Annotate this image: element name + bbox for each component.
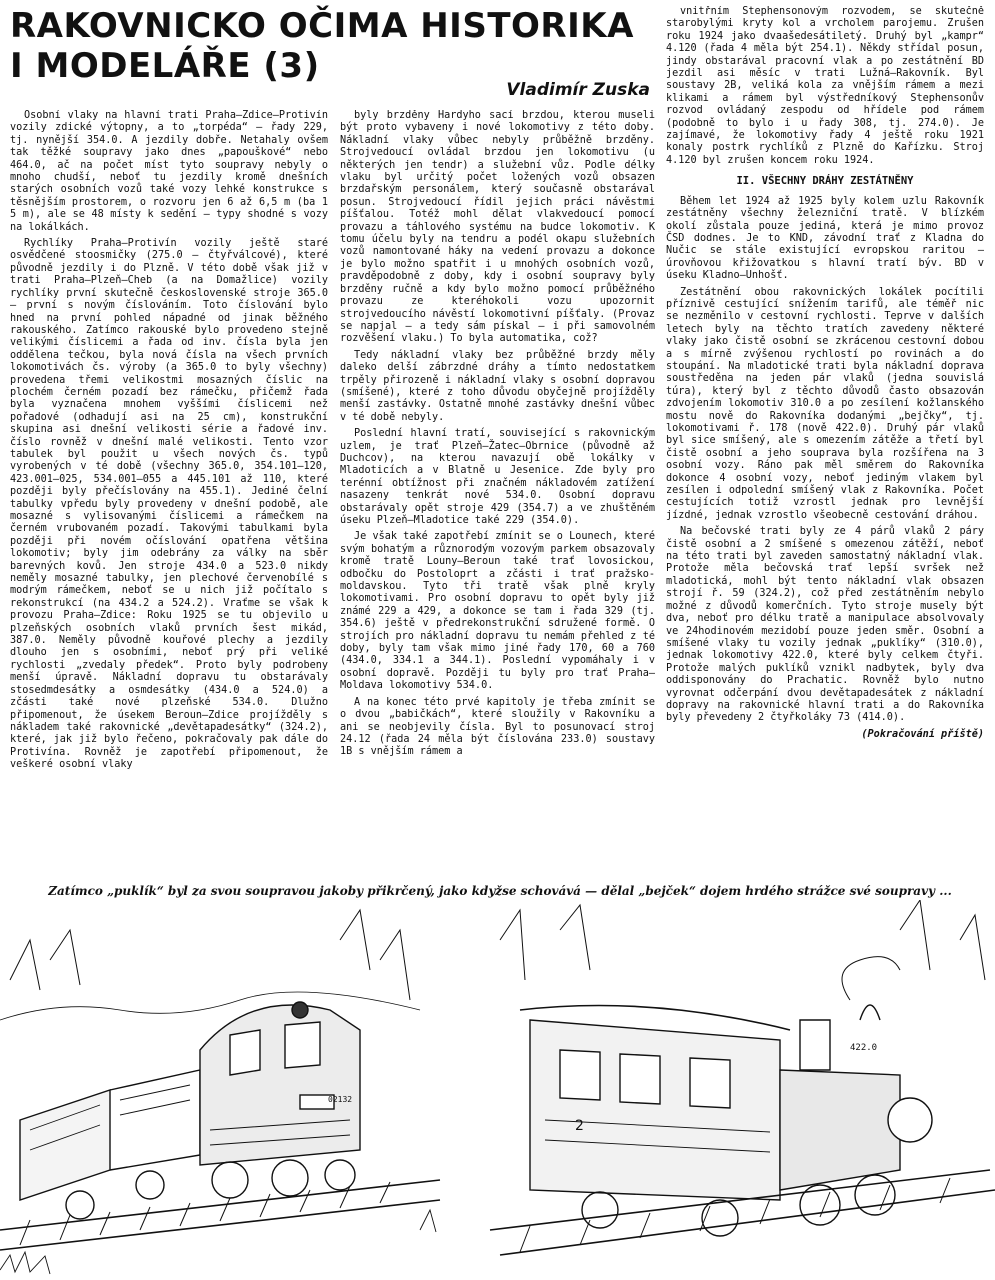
continued-note: (Pokračování příště) — [861, 728, 984, 740]
article-column-2 — [340, 110, 655, 862]
paragraph: A na konec této prvé kapitoly je třeba zmínit se o dvou „babičkách“, které sloužily v Rakovníku a ani se neobjevily čísla. Byl to posunovací stroj 24.12 (řada 24 měla být číslována 233.0) soustavy 1B s vnějším rámem a — [340, 696, 655, 758]
paragraph: byly brzděny Hardyho sací brzdou, kterou museli být proto vybaveny i nové lokomotivy z této doby. Nákladní vlaky vůbec nebyly průběžně brzděny. Strojvedoucí ovládal brzdou jen lokomotivu (u některých jen tendr) a služební vůz. Podle délky vlaku byl určitý počet ložených vozů obsazen brzdařským personálem, který současně obstarával posun. Strojvedoucí řídil jejich práci návěstmi píšťalou. Totéž mohl dělat vlakvedoucí pomocí provazu a táhlového systému na budce lokomotiv. K tomu účelu byly na tendru a podél okapu služebních vozů namontované háky na vedení provazu a dokonce je bylo možno spatřit i u mnohých osobních vozů, pravděpodobně z doby, kdy i osobní soupravy byly brzděny ručně a kdy bylo možno pomocí průběžného provazu ze kteréhokoli vozu upozornit strojvedoucího návěstí lokomotivní píšťaly. (Provaz se napjal — a tedy sám pískal — i při samovolném rozvěšení vlaku.) To byla automatika, což? — [340, 110, 655, 345]
paragraph: Je však také zapotřebí zmínit se o Lounech, které svým bohatým a různorodým vozovým parkem obsazovaly kromě tratě Louny—Beroun také trať lovosickou, odbočku do Postoloprt a zčásti i trať pražsko-moldavskou. Tyto tři tratě však plně kryly lokomotivami. Pro osobní dopravu to opět byly již známé 229 a 429, a dokonce se tam i řada 329 (tj. 354.6) ještě v předrekonstrukční sdružené formě. O strojích pro nákladní dopravu tu nemám přehled z té doby, byly tam však mimo jiné řady 170, 60 a 760 (434.0, 334.1 a 344.1). Poslední vypomáhaly i v osobní dopravě. Později tu byly pro trať Praha—Moldava lokomotivy 534.0. — [340, 531, 655, 692]
paragraph: Zestátnění obou rakovnických lokálek pocítili příznivě cestující snížením tarifů, ale téměř nic se nezměnilo v cestovní rychlosti. Teprve v dalších letech byly na těchto tratích zavedeny některé vlaky jako čistě osobní se zkrácenou cestovní dobou a s mírně zvýšenou rychlostí po rovinách a do stoupání. Na mladotické trati byla nákladní doprava soustředěna na jeden pár vlaků (jedna souvislá túra), který byl z těchto důvodů často obsazován zdvojením lokomotiv 310.0 a po zesílení kožlanského mostu nově do Rakovníka dodanými „bejčky“, tj. lokomotivami ř. 178 (nově 422.0). Druhý pár vlaků byl sice smíšený, ale s omezením zátěže a třetí byl čistě osobní a jeho souprava byla rozšířena na 3 osobní vozy. Ráno pak měl směrem do Rakovníka dokonce 4 osobní vozy, neboť jediným vlakem byl zesílen i odpolední smíšený vlak z Rakovníka. Počet cestujících totiž vzrostl jednak pro levnější jízdné, jednak vzrostlo všeobecně cestování dráhou. — [666, 286, 984, 521]
paragraph: Rychlíky Praha—Protivín vozily ještě staré osvědčené stoosmičky (275.0 — čtyřválcové), které původně jezdily i do Plzně. V této době však již v trati Praha—Plzeň—Cheb (a na Domažlice) vozily rychlíky první skutečně československé stroje 365.0 — první s novým číslováním. Toto číslování bylo hned na první pohled nápadné od jinak běžného rakouského. Zatímco rakouské bylo provedeno stejně velikými číslicemi a řada od inv. čísla byla jen oddělena tečkou, byla nová čísla na všech prvních lokomotivách čs. výroby (a 365.0 to byly všechny) provedena třemi velikostmi mosazných číslic na plochém černém pozadí bez rámečku, přičemž řada byla vyznačena mnohem vyššími číslicemi než pořadové (odhadují asi na 25 cm), konstrukční skupina asi dnešní velikosti série a řadové inv. číslo rovněž v dnešní malé velikosti. Tento vzor tabulek byl použit u všech nových čs. typů vyrobených v té době (všechny 365.0, 354.101—120, 423.001—025, 534.001—055 a 445.101 až 110, které později byly přečíslovány na 455.1). Jediné čelní tabulky vpředu byly provedeny v dnešní podobě, ale mosazné s vylisovanými číslicemi a rámečkem na černém vrubovaném pozadí. Takovými tabulkami byla později při novém očíslování opatřena většina lokomotiv; byly jim odebrány za války na sběr barevných kovů. Jen stroje 434.0 a 523.0 nikdy neměly mosazné tabulky, jen plechové červenobílé s modrým rámečkem, neboť se u nich již počítalo s rekonstrukcí (na 434.2 a 524.2). Vraťme se však k provozu Praha—Zdice: Roku 1925 se tu objevilo u plzeňských osobních vlaků prvních šest mikád, 387.0. Neměly původně kouřové plechy a jezdily dlouho jen s osobními, neboť prý při veliké rychlosti „zvedaly předek“. Proto byly podrobeny menší úpravě. Nákladní dopravu tu obstarávaly stosedmdesátky a osmdesátky (434.0 a 524.0) a zčásti také nové plzeňské 534.0. Dlužno připomenout, že úsekem Beroun—Zdice projížděly s nákladem také rakovnické „devětapadesátky“ (324.2), které, jak již bylo řečeno, pokračovaly pak dále do Protivína. Rovněž je zapotřebí připomenout, že veškeré osobní vlaky — [10, 238, 328, 771]
paragraph: Během let 1924 až 1925 byly kolem uzlu Rakovník zestátněny všechny železniční tratě. V blízkém okolí zůstala pouze jediná, která je mimo provoz ČSD dodnes. Je to KND, závodní trať z Kladna do Nučic se stále existující evropskou raritou — úrovňovou křižovatkou s hlavní tratí býv. BD v úseku Kladno—Unhošť. — [666, 195, 984, 282]
locomotive-number: 422.0 — [850, 1043, 878, 1053]
article-column-3 — [666, 6, 984, 862]
right-locomotive-sketch — [490, 900, 995, 1255]
article-author: Vladimír Zuska — [506, 80, 650, 100]
article-title: RAKOVNICKO OČIMA HISTORIKA I MODELÁŘE (3) — [10, 6, 634, 86]
paragraph: Osobní vlaky na hlavní trati Praha—Zdice—Protivín vozily zdické výtopny, a to „torpéda“ — řady 229, tj. nynější 354.0. A jezdily dobře. Netahaly ovšem tak těžké soupravy jako dnes „papouškové“ nebo 464.0, ač na počet míst tyto soupravy nebyly o mnoho chudší, neboť tu jezdily kromě dnešních starých osobních vozů také vozy lehké konstrukce s těsnějším prostorem, o rozvoru jen 6 až 6,5 m (ba 1 5 m), ale se 48 místy k sedění — typy shodné s vozy na lokálkách. — [10, 110, 328, 233]
paragraph: Na bečovské trati byly ze 4 párů vlaků 2 páry čistě osobní a 2 smíšené s omezenou zátěží, neboť na této trati byl zaveden samostatný nákladní vlak. Protože měla bečovská trať lepší svršek než mladotická, mohl být tento nákladní vlak obsazen strojí ř. 59 (324.2), což před zestátněním nebylo možné z důvodů komerčních. Tyto stroje musely být dva, neboť pro délku tratě a manipulace absolvovaly ve 24hodinovém mezidobí pouze jeden směr. Osobní a smíšené vlaky tu vozily jednak „puklíky“ (310.0), jednak lokomotivy 422.0, které byly celkem čtyři. Protože malých puklíků vznikl nadbytek, byly dva oddisponovány do Prachatic. Rovněž bylo nutno vyrovnat odčerpání dvou devětapadesátek z nákladní dopravy na rakovnické hlavní trati a do Rakovníka byly převedeny 2 čtyřkoláky 73 (414.0). — [666, 526, 984, 724]
illustration-caption: Zatímco „puklík“ byl za svou soupravou jakoby přikrčený, jako kdyžse schovává — dělal „bejček“ dojem hrdého strážce své soupravy ... — [48, 884, 952, 898]
paragraph: Poslední hlavní tratí, související s rakovnickým uzlem, je trať Plzeň—Žatec—Obrnice (původně až Duchcov), na kterou navazují obě lokálky v Mladoticích a v Blatně u Jesenice. Zde byly pro terénní obtížnost při značném nákladovém zatížení nasazeny tenkrát nové 534.0. Osobní dopravu obstarávaly opět stroje 429 (354.7) a ve zhuštěném úseku Plzeň—Mladotice také 229 (354.0). — [340, 428, 655, 526]
paragraph: Tedy nákladní vlaky bez průběžné brzdy měly daleko delší zábrzdné dráhy a tímto nedostatkem trpěly přirozeně i nákladní vlaky s osobní dopravou (smíšené), které z toho důvodu obyčejně projížděly menší zastávky. Ostatně mnohé zastávky dnešní vůbec v té době nebyly. — [340, 349, 655, 423]
section-heading: II. VŠECHNY DRÁHY ZESTÁTNĚNY — [736, 175, 914, 188]
train-illustration — [0, 900, 995, 1280]
paragraph: vnitřním Stephensonovým rozvodem, se skutečně starobylými kryty kol a vrcholem parojemu. Zrušen roku 1924 jako dvaašedesátiletý. Druhý byl „kampr“ 4.120 (řada 4 měla být 254.1). Někdy střídal posun, jindy obstarával pracovní vlak a po zestátnění BD jezdil asi měsíc v trati Lužná—Rakovník. Byl soustavy 2B, veliká kola za vnějším rámem a mezi klikami a rámem byl výstředníkový Stephensonův rozvod ovládaný zespodu od hřídele pod rámem (podobně to bylo i u řady 308, tj. 274.0). Je zajímavé, že lokomotivy řady 4 ještě roku 1921 konaly postrk rychlíků z Plzně do Kařízku. Stroj 4.120 byl zrušen koncem roku 1924. — [666, 6, 984, 166]
locomotive-plate: 02132 — [328, 1095, 353, 1104]
article-column-1 — [10, 110, 328, 862]
left-locomotive-sketch — [0, 910, 440, 1274]
car-number: 2 — [575, 1118, 584, 1134]
